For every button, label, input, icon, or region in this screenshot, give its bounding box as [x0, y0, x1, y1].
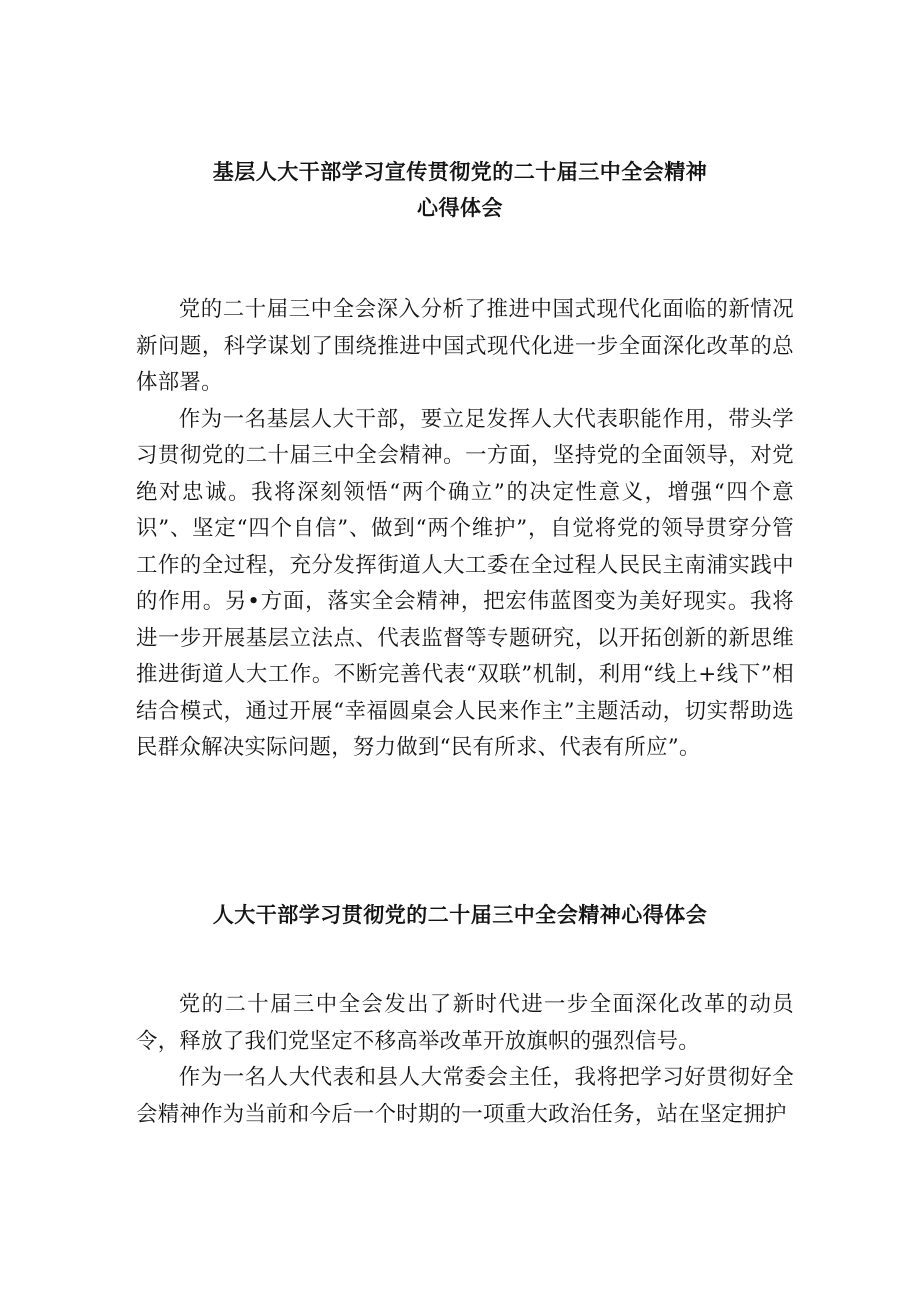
- article-2-paragraph-1: 党的二十届三中全会发出了新时代进一步全面深化改革的动员令，释放了我们党坚定不移高举改革开放旗帜的强烈信号。: [136, 992, 794, 1054]
- article-2-paragraph-2: 作为一名人大代表和县人大常委会主任，我将把学习好贯彻好全会精神作为当前和今后一个时期的一项重大政治任务，站在坚定拥护: [136, 1065, 794, 1127]
- article-1-title-line-1: 基层人大干部学习宣传贯彻党的二十届三中全会精神: [212, 160, 708, 184]
- article-1-paragraph-1: 党的二十届三中全会深入分析了推进中国式现代化面临的新情况新问题，科学谋划了围绕推进中国式现代化进一步全面深化改革的总体部署。: [136, 297, 794, 395]
- article-1-body: [136, 292, 794, 767]
- article-1-title-line-2: 心得体会: [417, 196, 503, 220]
- article-1-title: [0, 154, 920, 226]
- article-2-title: [0, 897, 920, 933]
- article-2-body: [136, 987, 794, 1133]
- article-1-paragraph-2: 作为一名基层人大干部，要立足发挥人大代表职能作用，带头学习贯彻党的二十届三中全会精神。一方面，坚持党的全面领导，对党绝对忠诚。我将深刻领悟“两个确立”的决定性意义，增强“四个意识”、坚定“四个自信”、做到“两个维护”，自觉将党的领导贯穿分管工作的全过程，充分发挥街道人大工委在全过程人民民主南浦实践中的作用。另•方面，落实全会精神，把宏伟蓝图变为美好现实。我将进一步开展基层立法点、代表监督等专题研究，以开拓创新的新思维推进街道人大工作。不断完善代表“双联”机制，利用“线上+线下”相结合模式，通过开展“幸福圆桌会人民来作主”主题活动，切实帮助选民群众解决实际问题，努力做到“民有所求、代表有所应”。: [136, 406, 794, 760]
- article-2-title-line-1: 人大干部学习贯彻党的二十届三中全会精神心得体会: [212, 903, 708, 927]
